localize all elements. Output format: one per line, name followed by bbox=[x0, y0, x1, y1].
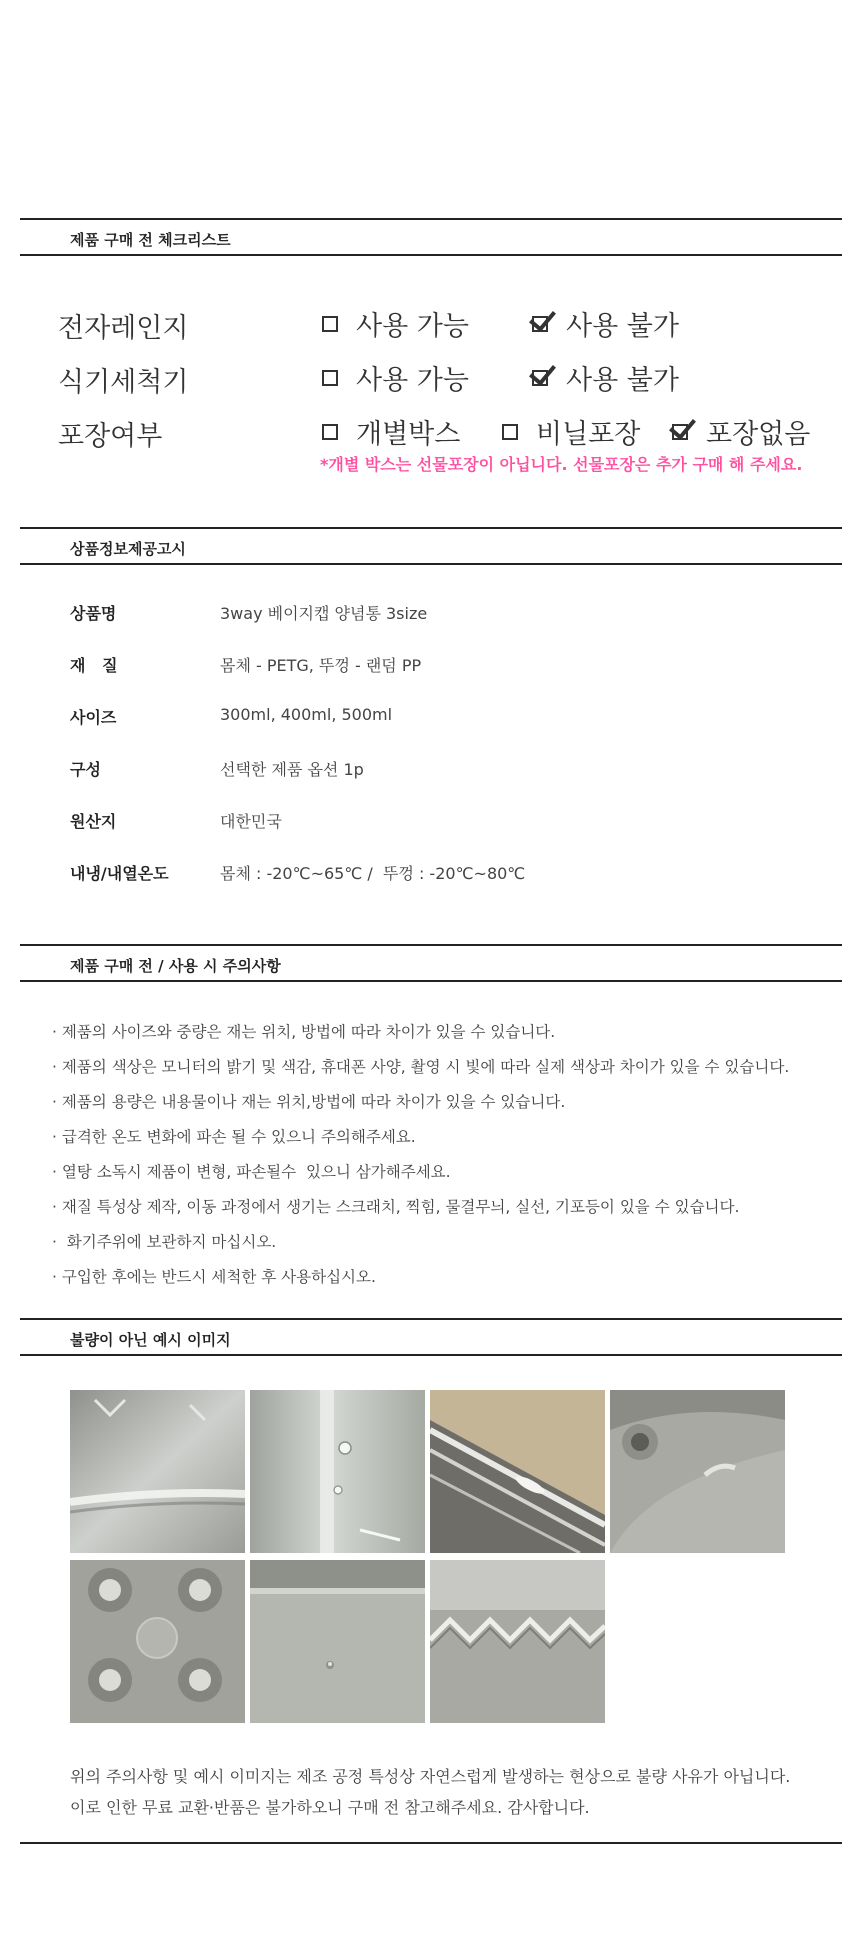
info-value-components: 선택한 제품 옵션 1p bbox=[220, 760, 364, 779]
diagonal-edge-photo bbox=[430, 1390, 605, 1553]
checked-checkbox-icon bbox=[672, 424, 688, 440]
info-value-temperature: 몸체 : -20℃~65℃ / 뚜껑 : -20℃~80℃ bbox=[220, 864, 526, 883]
info-value-material: 몸체 - PETG, 뚜껑 - 랜덤 PP bbox=[220, 656, 422, 675]
caution-item: · 화기주위에 보관하지 마십시오. bbox=[52, 1230, 276, 1252]
option-label: 비닐포장 bbox=[536, 419, 641, 450]
option-label: 포장없음 bbox=[706, 419, 811, 450]
caution-item: · 급격한 온도 변화에 파손 될 수 있으니 주의해주세요. bbox=[52, 1125, 416, 1147]
grey-surface-dent-photo bbox=[250, 1560, 425, 1723]
option-label: 사용 불가 bbox=[566, 365, 679, 396]
checkbox-icon bbox=[322, 424, 338, 440]
microwave-option-available[interactable] bbox=[322, 304, 469, 343]
caution-header bbox=[20, 944, 842, 982]
option-label: 사용 불가 bbox=[566, 311, 679, 342]
info-label-components: 구성 bbox=[70, 760, 101, 779]
info-title: 상품정보제공고시 bbox=[70, 540, 186, 558]
dishwasher-option-available[interactable] bbox=[322, 358, 469, 397]
checkbox-icon bbox=[502, 424, 518, 440]
lid-ridge-edge-photo bbox=[430, 1560, 605, 1723]
option-label: 사용 가능 bbox=[356, 311, 469, 342]
info-label-temperature: 내냉/내열온도 bbox=[70, 864, 169, 883]
info-label-origin: 원산지 bbox=[70, 812, 117, 831]
option-label: 사용 가능 bbox=[356, 365, 469, 396]
checklist-title: 제품 구매 전 체크리스트 bbox=[70, 231, 231, 249]
caution-item: · 제품의 색상은 모니터의 밝기 및 색감, 휴대폰 사양, 촬영 시 빛에 따라 실제 색상과 차이가 있을 수 있습니다. bbox=[52, 1055, 789, 1077]
dishwasher-option-unavailable[interactable] bbox=[532, 358, 679, 397]
caution-item: · 재질 특성상 제작, 이동 과정에서 생기는 스크래치, 찍힘, 물결무늬, 실선, 기포등이 있을 수 있습니다. bbox=[52, 1195, 739, 1217]
info-label-size: 사이즈 bbox=[70, 708, 117, 727]
checklist-header bbox=[20, 218, 842, 256]
info-header bbox=[20, 527, 842, 565]
grey-lid-scratch-photo bbox=[610, 1390, 785, 1553]
info-value-size: 300ml, 400ml, 500ml bbox=[220, 705, 393, 724]
examples-footer-line-1: 위의 주의사항 및 예시 이미지는 제조 공정 특성상 자연스럽게 발생하는 현상으로 불량 사유가 아닙니다. bbox=[70, 1767, 791, 1786]
caution-item: · 제품의 용량은 내용물이나 재는 위치,방법에 따라 차이가 있을 수 있습니다. bbox=[52, 1090, 565, 1112]
clear-bottle-seam-photo bbox=[70, 1390, 245, 1553]
examples-title: 불량이 아닌 예시 이미지 bbox=[70, 1331, 231, 1349]
packaging-option-vinyl[interactable] bbox=[502, 412, 640, 451]
caution-title: 제품 구매 전 / 사용 시 주의사항 bbox=[70, 957, 281, 975]
packaging-option-box[interactable] bbox=[322, 412, 460, 451]
checked-checkbox-icon bbox=[532, 316, 548, 332]
checked-checkbox-icon bbox=[532, 370, 548, 386]
info-label-name: 상품명 bbox=[70, 604, 117, 623]
gift-wrap-note: *개별 박스는 선물포장이 아닙니다. 선물포장은 추가 구매 해 주세요. bbox=[320, 455, 803, 474]
clear-bottle-bubble-photo bbox=[250, 1390, 425, 1553]
info-value-origin: 대한민국 bbox=[220, 812, 282, 831]
checkbox-icon bbox=[322, 370, 338, 386]
examples-footer-line-2: 이로 인한 무료 교환·반품은 불가하오니 구매 전 참고해주세요. 감사합니다. bbox=[70, 1798, 590, 1817]
caution-item: · 열탕 소독시 제품이 변형, 파손될수 있으니 삼가해주세요. bbox=[52, 1160, 451, 1182]
examples-header bbox=[20, 1318, 842, 1356]
checkbox-icon bbox=[322, 316, 338, 332]
dishwasher-label: 식기세척기 bbox=[58, 367, 189, 398]
grey-lid-holes-photo bbox=[70, 1560, 245, 1723]
microwave-label: 전자레인지 bbox=[58, 313, 189, 344]
info-label-material: 재 질 bbox=[70, 656, 118, 675]
info-value-name: 3way 베이지캡 양념통 3size bbox=[220, 604, 428, 623]
packaging-label: 포장여부 bbox=[58, 421, 163, 452]
microwave-option-unavailable[interactable] bbox=[532, 304, 679, 343]
option-label: 개별박스 bbox=[356, 419, 461, 450]
caution-item: · 구입한 후에는 반드시 세척한 후 사용하십시오. bbox=[52, 1265, 376, 1287]
packaging-option-none[interactable] bbox=[672, 412, 810, 451]
caution-item: · 제품의 사이즈와 중량은 재는 위치, 방법에 따라 차이가 있을 수 있습니다. bbox=[52, 1020, 555, 1042]
bottom-divider bbox=[20, 1842, 842, 1844]
